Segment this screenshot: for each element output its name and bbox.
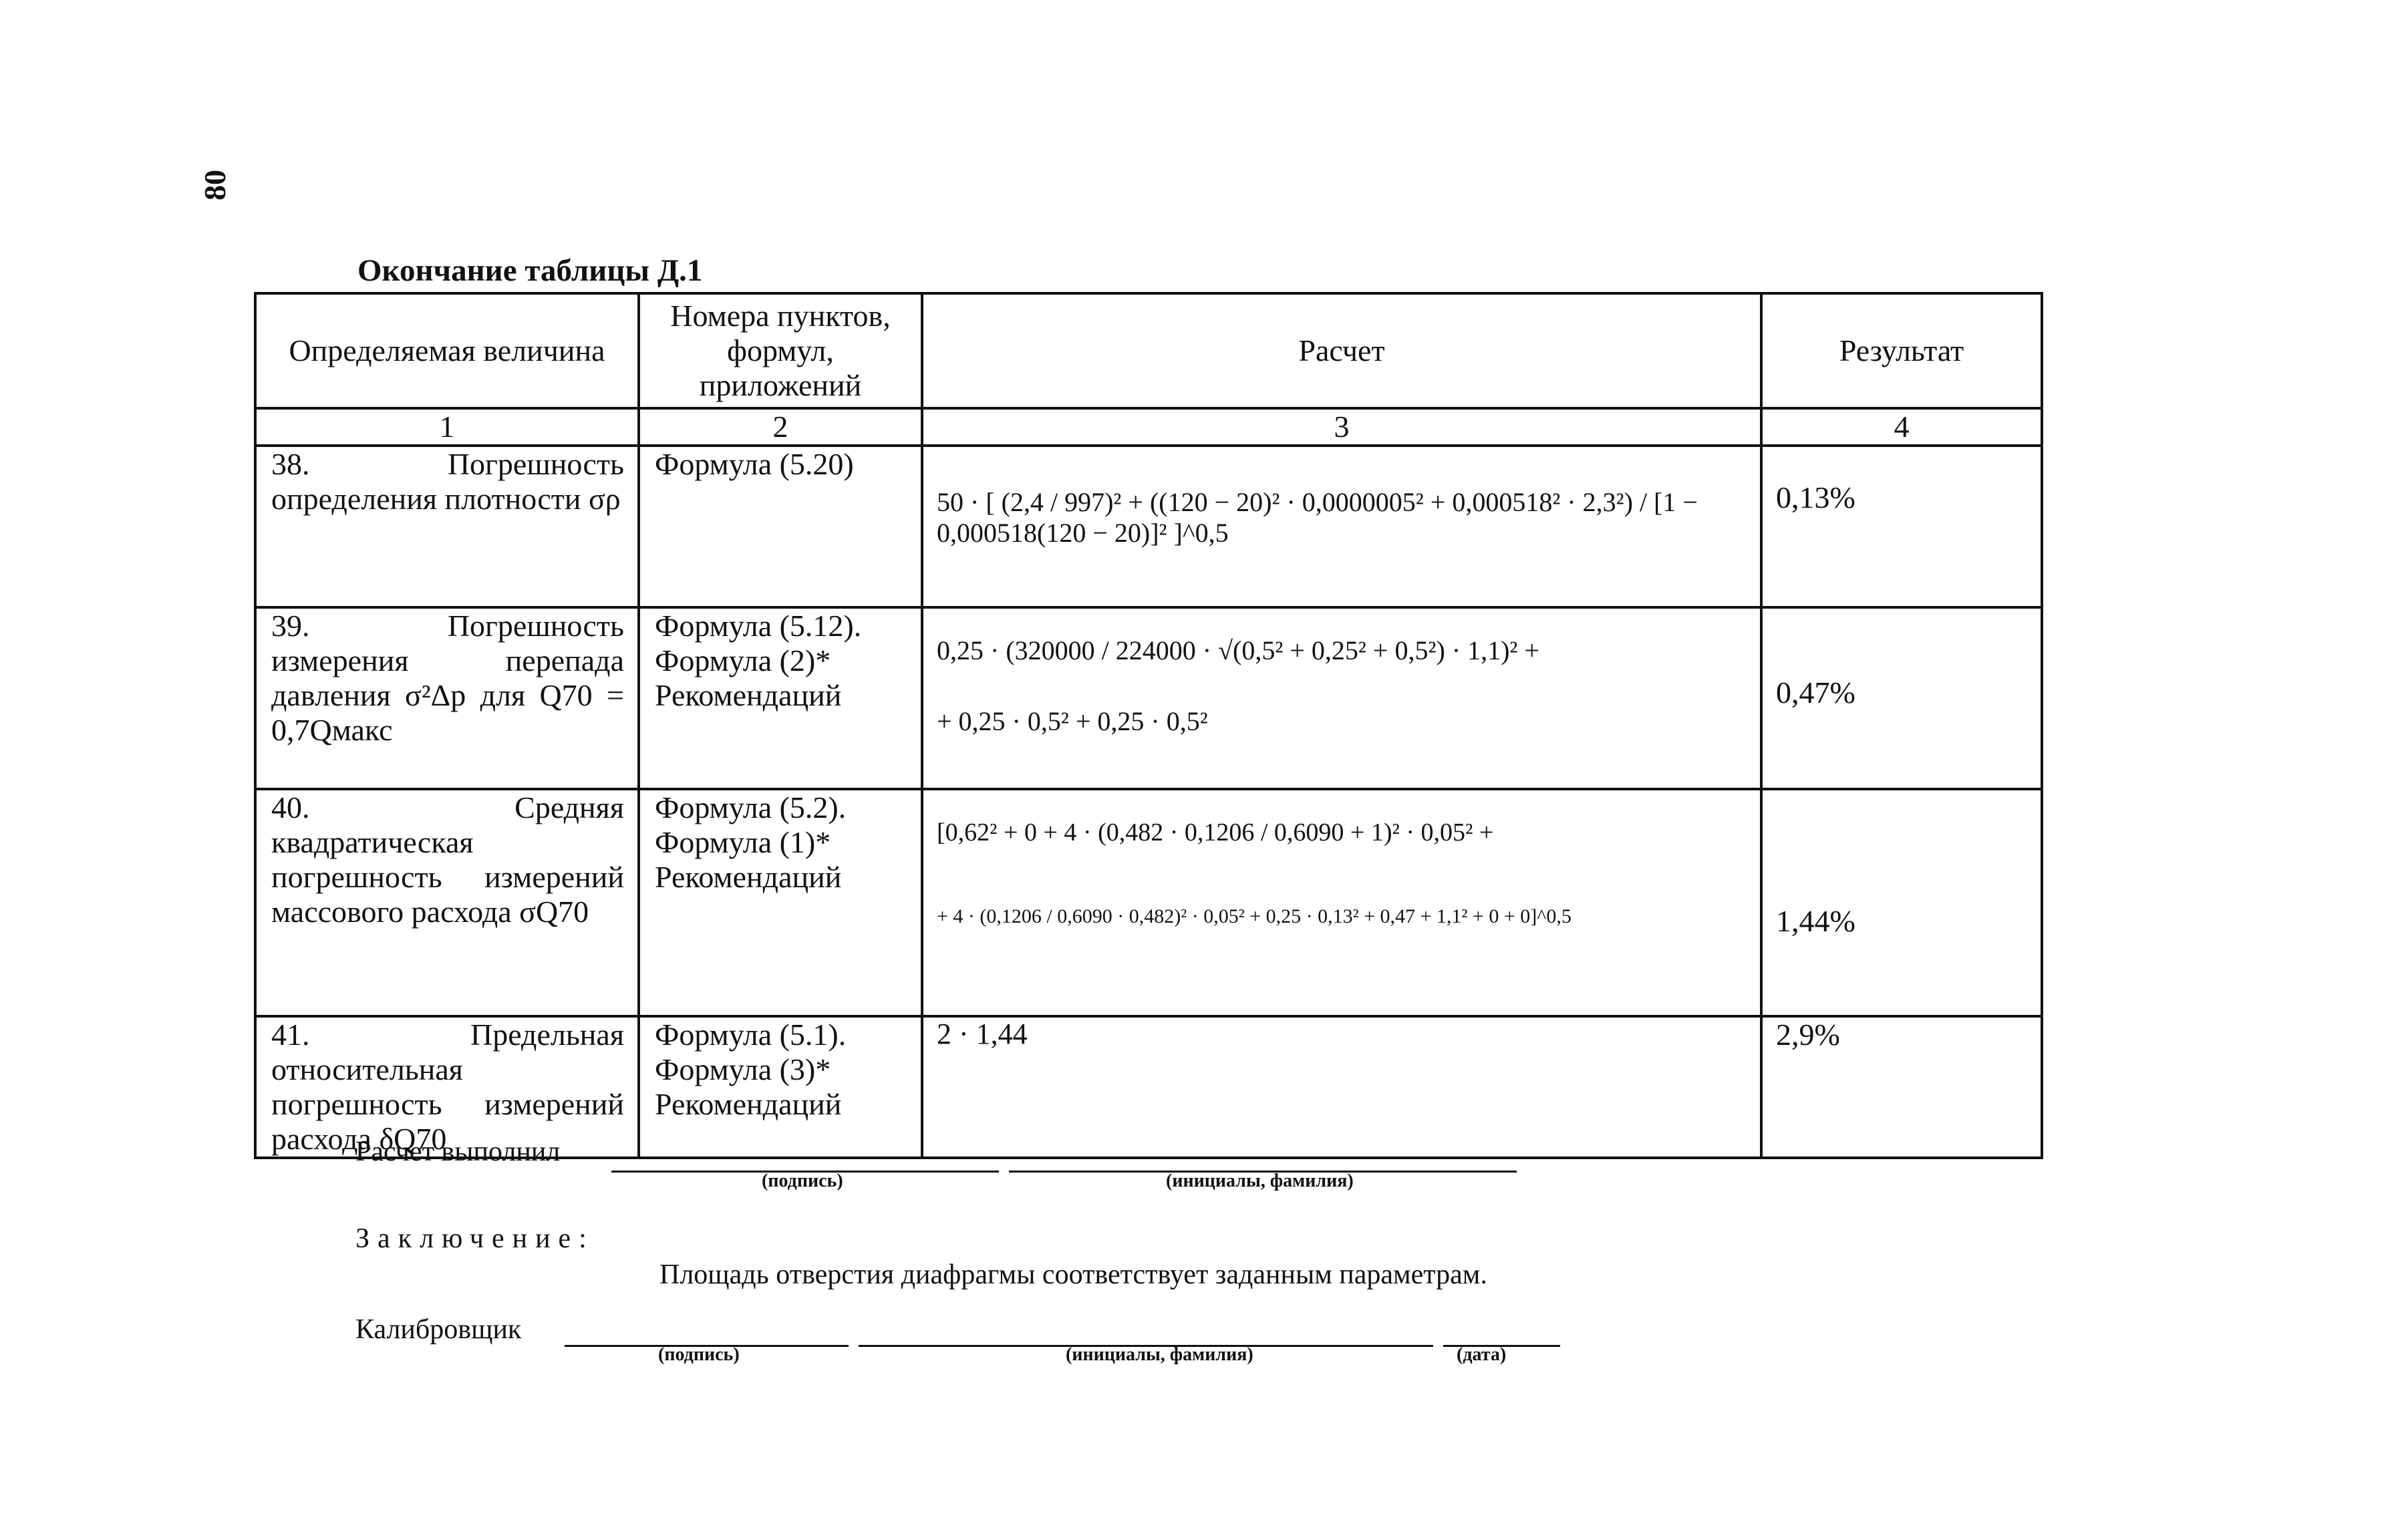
result-value: 0,13%: [1776, 480, 1855, 514]
calibrator-date-hint: (дата): [1457, 1344, 1507, 1365]
formula-line: [0,62² + 0 + 4 · (0,482 · 0,1206 / 0,6090 + 1)² · 0,05² +: [937, 818, 1494, 846]
signature-label: Расчет выполнил: [355, 1136, 561, 1167]
col-number: 1: [255, 408, 639, 446]
refs-cell: Формула (5.2). Формула (1)* Рекомендаций: [639, 789, 922, 1016]
data-table: [254, 292, 2043, 1159]
result-cell: [1761, 446, 2042, 607]
table-row: [255, 789, 2042, 1016]
calibrator-name-hint: (инициалы, фамилия): [1066, 1344, 1253, 1365]
result-value: 0,47%: [1776, 675, 1855, 710]
result-value: 1,44%: [1776, 904, 1855, 938]
result-cell: [1761, 789, 2042, 1016]
calc-cell: [922, 446, 1761, 607]
header-calc: Расчет: [922, 293, 1761, 408]
quantity-cell: 41. Предельная относительная погрешность измерений расхода δQ70: [255, 1016, 639, 1158]
column-number-row: [255, 408, 2042, 446]
calc-cell: [922, 607, 1761, 789]
refs-cell: Формула (5.12). Формула (2)* Рекомендаций: [639, 607, 922, 789]
calc-cell: [922, 1016, 1761, 1158]
formula-line: + 0,25 · 0,5² + 0,25 · 0,5²: [937, 706, 1208, 736]
header-refs: Номера пунктов, формул, приложений: [639, 293, 922, 408]
calibrator-sign-hint: (подпись): [658, 1344, 740, 1365]
formula: 50 · [ (2,4 / 997)² + ((120 − 20)² · 0,0000005² + 0,000518² · 2,3²) / [1 − 0,000518(120 − 20)]² ]^0,5: [937, 487, 1698, 548]
result-cell: [1761, 1016, 2042, 1158]
table-caption: Окончание таблицы Д.1: [357, 253, 703, 288]
signature-hint: (подпись): [762, 1171, 843, 1191]
refs-cell: Формула (5.1). Формула (3)* Рекомендаций: [639, 1016, 922, 1158]
conclusion-label: Заключение:: [355, 1223, 595, 1254]
formula-line: 0,25 · (320000 / 224000 · √(0,5² + 0,25² + 0,5²) · 1,1)² +: [937, 635, 1539, 665]
calibrator-label: Калибровщик: [355, 1314, 522, 1345]
col-number: 2: [639, 408, 922, 446]
col-number: 4: [1761, 408, 2042, 446]
formula-line: + 4 · (0,1206 / 0,6090 · 0,482)² · 0,05² + 0,25 · 0,13² + 0,47 + 1,1² + 0 + 0]^0,5: [937, 905, 1572, 927]
formula: 2 · 1,44: [937, 1018, 1028, 1050]
calc-cell: [922, 789, 1761, 1016]
refs-cell: Формула (5.20): [639, 446, 922, 607]
table-row: [255, 607, 2042, 789]
header-quantity: Определяемая величина: [255, 293, 639, 408]
name-hint: (инициалы, фамилия): [1166, 1171, 1354, 1191]
col-number: 3: [922, 408, 1761, 446]
quantity-cell: 40. Средняя квадратическая погрешность измерений массового расхода σQ70: [255, 789, 639, 1016]
conclusion-text: Площадь отверстия диафрагмы соответствует заданным параметрам.: [659, 1259, 1487, 1290]
table-row: [255, 446, 2042, 607]
header-result: Результат: [1761, 293, 2042, 408]
result-cell: [1761, 607, 2042, 789]
header-row: [255, 293, 2042, 408]
quantity-cell: 38. Погрешность определения плотности σρ: [255, 446, 639, 607]
page-number: 80: [198, 170, 232, 200]
quantity-cell: 39. Погрешность измерения перепада давления σ²Δp для Q70 = 0,7Qмакс: [255, 607, 639, 789]
result-value: 2,9%: [1776, 1018, 1840, 1052]
